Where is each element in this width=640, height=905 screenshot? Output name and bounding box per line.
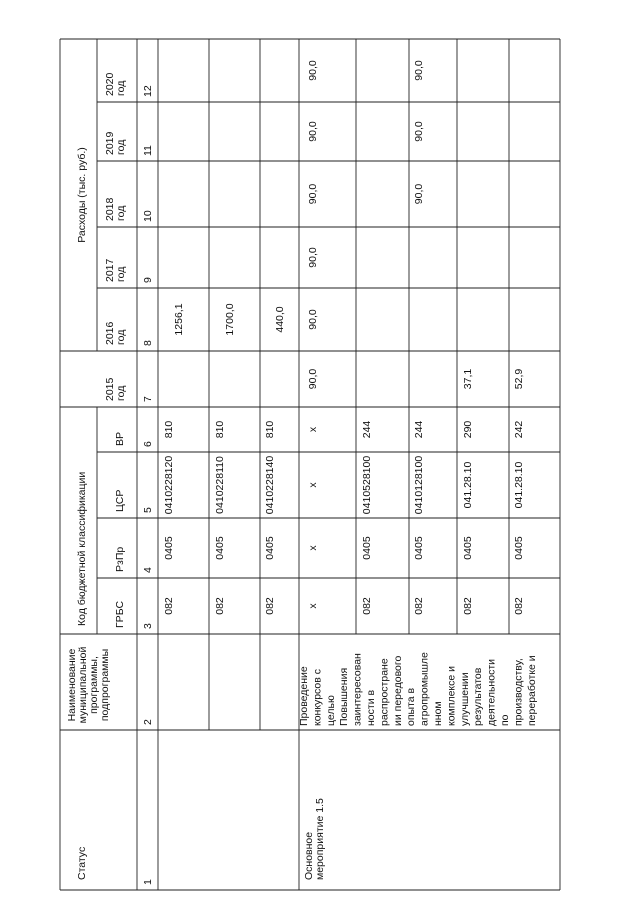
header-year-unit: год <box>115 205 127 221</box>
cell-value-v2018: 90,0 <box>307 183 319 205</box>
cell-vr: 290 <box>462 420 474 439</box>
column-number-6: 6 <box>142 441 154 447</box>
header-vr: ВР <box>114 431 126 446</box>
cell-value-v2015: 37,1 <box>462 368 474 390</box>
header-year-unit: год <box>115 139 127 155</box>
header-year-2019: 2019 <box>104 131 116 155</box>
cell-vr: x <box>307 426 319 433</box>
cell-vr: 244 <box>413 420 425 439</box>
header-year-2020: 2020 <box>104 72 116 96</box>
header-year-unit: год <box>115 329 127 345</box>
measure-name-line: ии передового <box>391 655 404 726</box>
cell-grbs: 082 <box>361 597 373 615</box>
cell-rzpr: 0405 <box>413 536 425 560</box>
measure-name-line: комплексе и <box>445 665 458 726</box>
cell-vr: 242 <box>513 420 525 439</box>
header-year-2018: 2018 <box>104 197 116 221</box>
column-number-7: 7 <box>142 396 154 402</box>
measure-name-line: производству, <box>512 658 525 726</box>
header-year-2016: 2016 <box>104 321 116 345</box>
header-year-unit: год <box>115 80 127 96</box>
measure-name-line: опыта в <box>405 687 418 726</box>
cell-value-v2020: 90,0 <box>307 60 319 81</box>
cell-rzpr: x <box>307 545 319 551</box>
cell-rzpr: 0405 <box>214 536 226 560</box>
header-year-unit: год <box>115 385 127 401</box>
cell-csr: 041.28.10 <box>513 461 525 509</box>
measure-name-line: результатов <box>472 667 485 726</box>
header-year-2017: 2017 <box>104 258 116 282</box>
cell-vr: 810 <box>214 420 226 439</box>
cell-value-v2015: 90,0 <box>307 368 319 390</box>
cell-value-v2019: 90,0 <box>413 121 425 142</box>
measure-name-line: заинтересован <box>351 653 364 726</box>
cell-csr: x <box>307 482 319 488</box>
column-number-8: 8 <box>142 340 154 346</box>
cell-csr: 0410128100 <box>413 455 425 515</box>
cell-value-v2020: 90,0 <box>413 60 425 81</box>
header-program-line: программы, <box>88 656 100 714</box>
cell-grbs: 082 <box>462 597 474 615</box>
measure-name-line: улучшении <box>458 672 471 726</box>
cell-csr: 041.28.10 <box>462 461 474 509</box>
cell-value-v2018: 90,0 <box>413 183 425 205</box>
column-number-9: 9 <box>142 277 154 283</box>
cell-value-v2015: 52,9 <box>513 368 525 390</box>
header-program-line: подпрограммы <box>99 648 111 722</box>
header-expenses: Расходы (тыс. руб.) <box>76 147 88 243</box>
header-program-line: муниципальной <box>77 646 89 724</box>
column-number-2: 2 <box>142 719 154 725</box>
measure-name-line: ности в <box>365 689 377 726</box>
cell-value-v2017: 90,0 <box>307 247 319 268</box>
header-year-2015: 2015 <box>104 377 116 401</box>
cell-value-v2016: 1256,1 <box>173 303 185 336</box>
column-number-11: 11 <box>142 145 154 156</box>
cell-vr: 244 <box>361 420 373 439</box>
measure-status-line: Основное <box>303 831 315 880</box>
cell-value-v2016: 1700,0 <box>224 303 236 336</box>
cell-rzpr: 0405 <box>361 536 373 560</box>
cell-value-v2016: 440,0 <box>274 306 286 333</box>
measure-name-line: деятельности <box>485 659 498 726</box>
column-number-1: 1 <box>142 879 154 885</box>
cell-rzpr: 0405 <box>264 536 276 560</box>
measure-name-line: целью <box>324 695 337 726</box>
measure-name-line: Повышения <box>338 667 351 726</box>
column-number-10: 10 <box>142 210 154 222</box>
cell-grbs: 082 <box>413 597 425 615</box>
header-grbs: ГРБС <box>114 600 126 628</box>
measure-name-line: распростране <box>378 658 391 726</box>
measure-name-line: по <box>499 714 511 726</box>
measure-name-line: агропромышле <box>418 652 431 726</box>
measure-name-line: переработке и <box>525 655 538 726</box>
header-rzpr: РзПр <box>114 546 126 572</box>
measure-name-line: конкурсов с <box>311 669 324 726</box>
cell-grbs: 082 <box>163 597 175 615</box>
cell-rzpr: 0405 <box>513 536 525 560</box>
column-number-12: 12 <box>142 85 154 97</box>
cell-grbs: 082 <box>513 597 525 615</box>
cell-csr: 0410228120 <box>163 455 175 515</box>
header-csr: ЦСР <box>114 489 126 512</box>
column-number-3: 3 <box>142 623 154 629</box>
cell-rzpr: 0405 <box>462 536 474 560</box>
cell-rzpr: 0405 <box>163 536 175 560</box>
measure-name-line: Проведение <box>298 666 310 726</box>
cell-csr: 0410528100 <box>361 455 373 515</box>
cell-grbs: 082 <box>214 597 226 615</box>
cell-vr: 810 <box>264 420 276 439</box>
cell-vr: 810 <box>163 420 175 439</box>
cell-value-v2019: 90,0 <box>307 121 319 142</box>
column-number-4: 4 <box>142 567 154 573</box>
cell-csr: 0410228140 <box>264 455 276 515</box>
cell-grbs: x <box>307 603 319 609</box>
measure-name-line: нном <box>432 701 444 726</box>
cell-grbs: 082 <box>264 597 276 615</box>
header-status: Статус <box>76 846 88 880</box>
cell-value-v2016: 90,0 <box>307 309 319 330</box>
measure-status-line: мероприятие 1.5 <box>314 798 326 880</box>
column-number-5: 5 <box>142 507 154 513</box>
header-program-line: Наименование <box>66 648 78 722</box>
header-year-unit: год <box>115 266 127 282</box>
header-budget-code: Код бюджетной классификации <box>76 471 88 626</box>
cell-csr: 0410228110 <box>214 456 226 514</box>
